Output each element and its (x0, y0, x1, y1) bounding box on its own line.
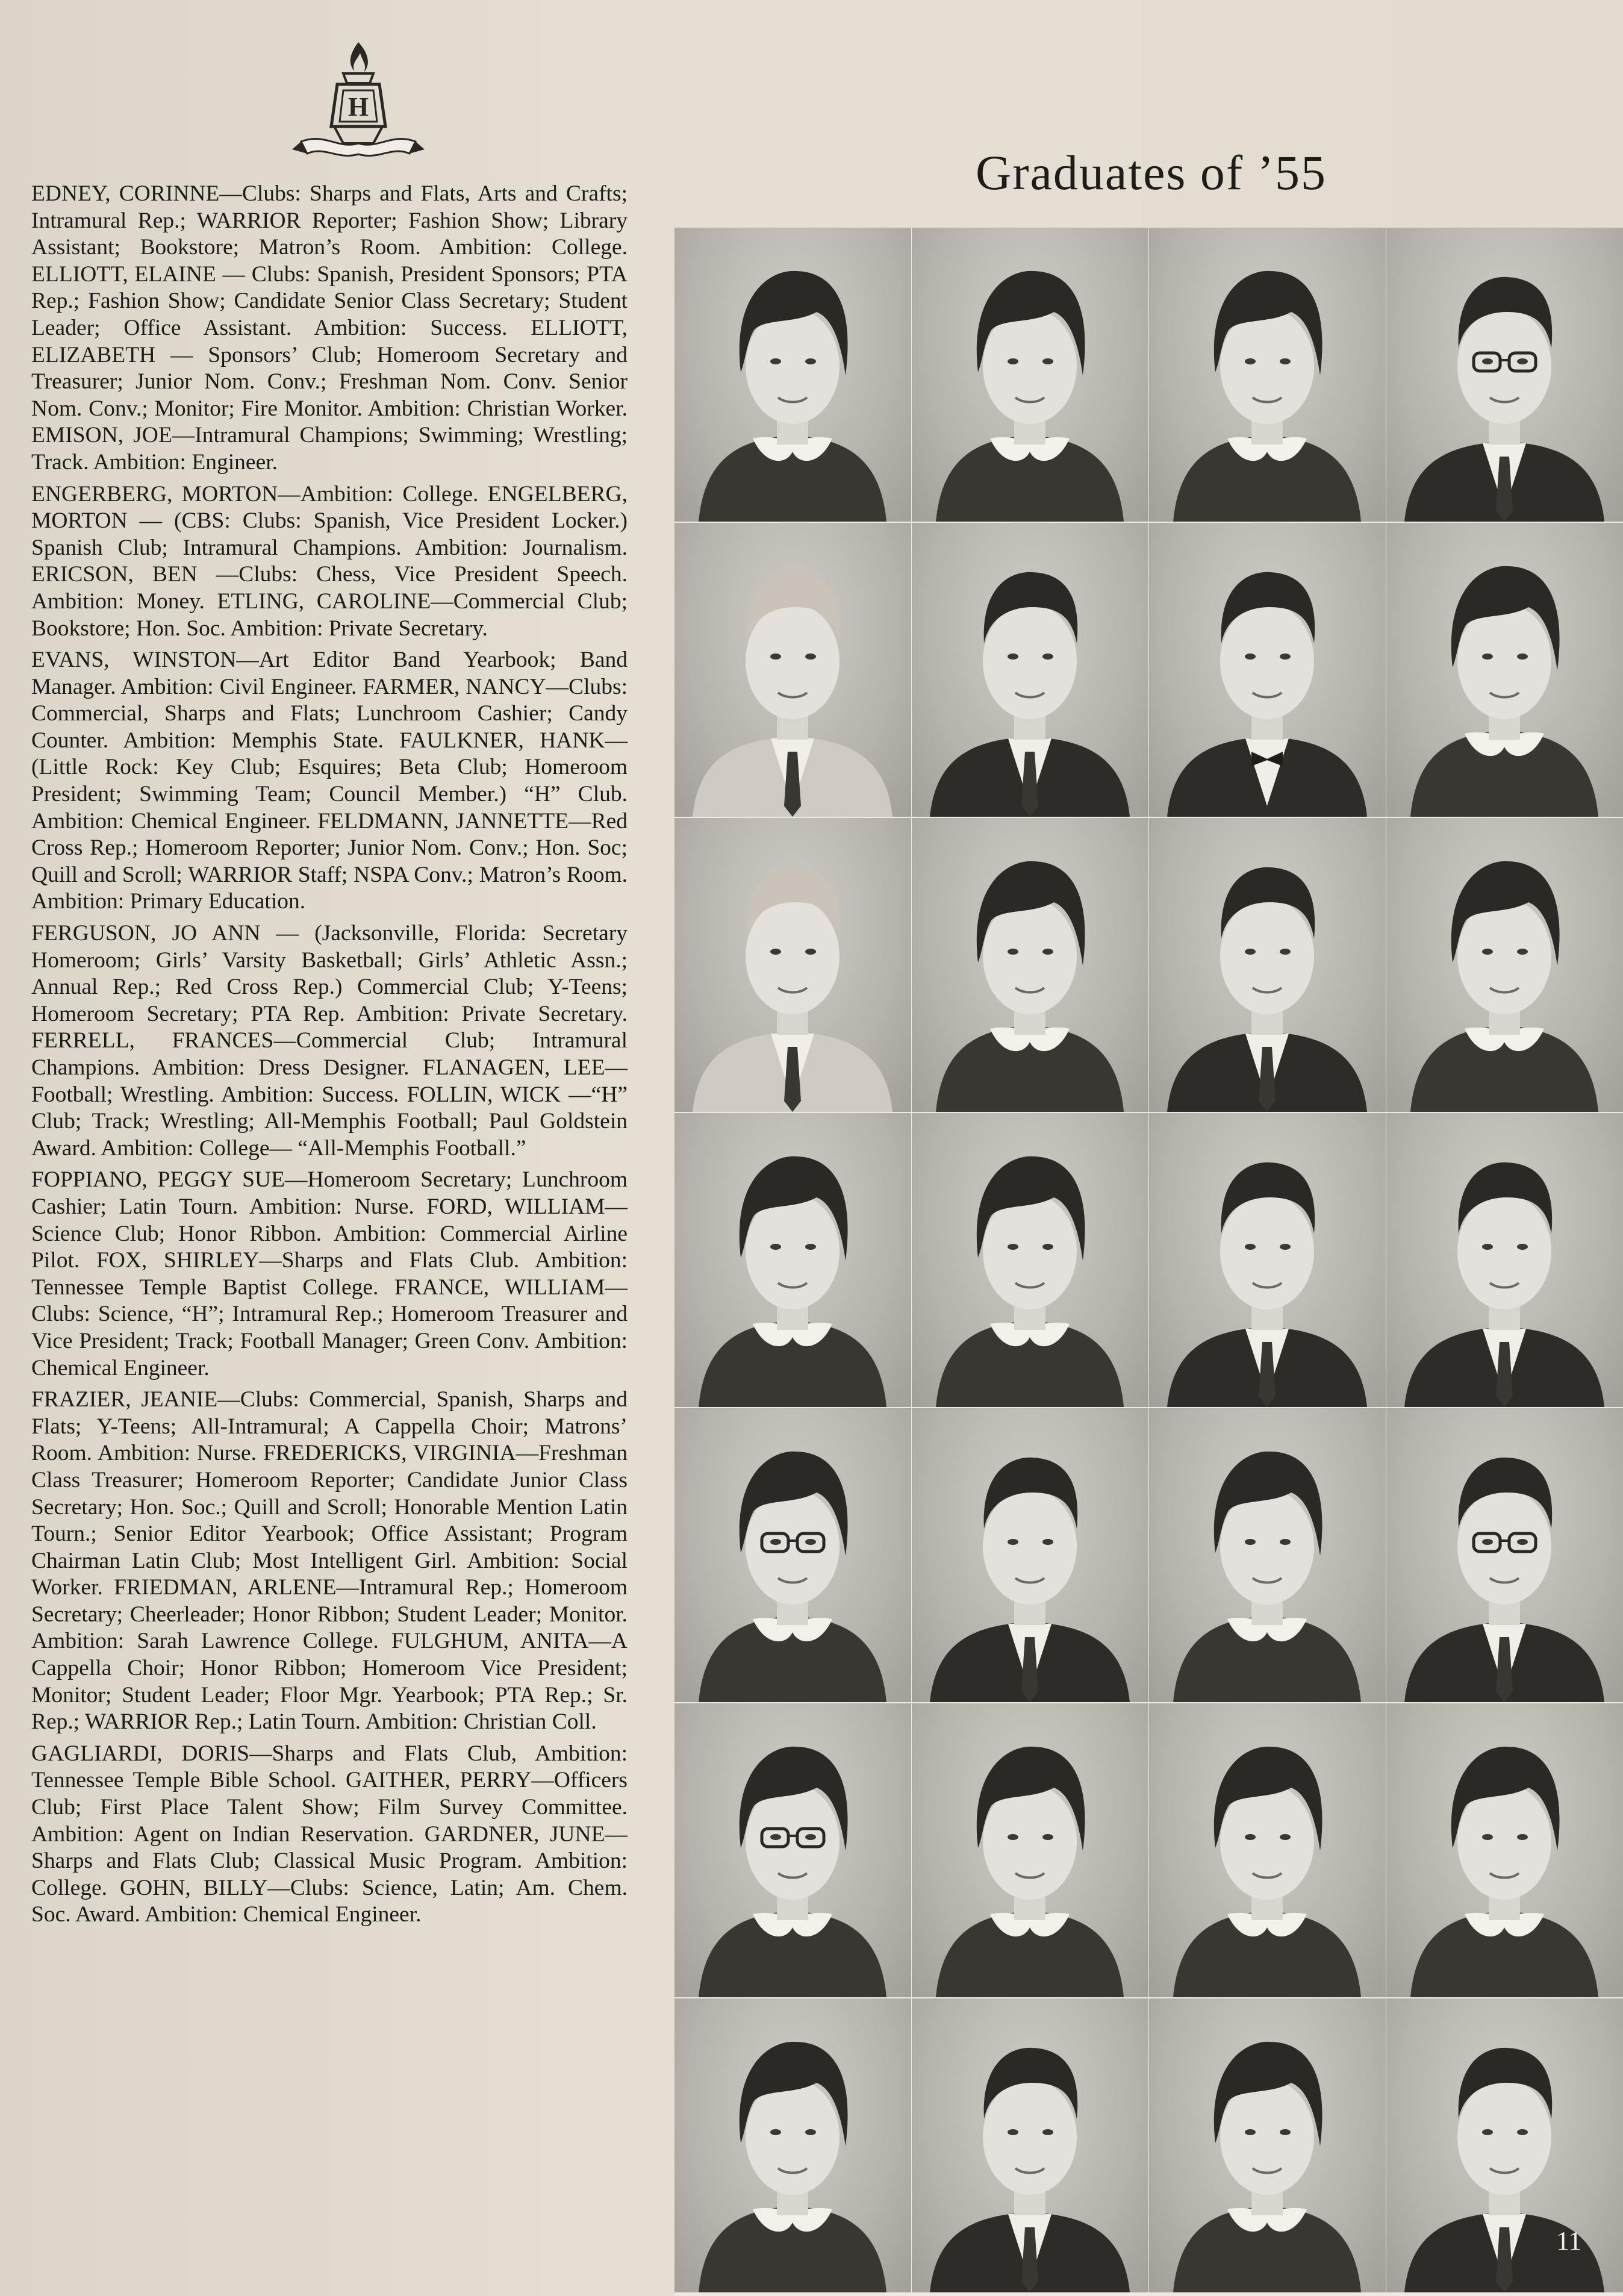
portrait-photo (1386, 1408, 1623, 1702)
portrait-photo (912, 818, 1148, 1112)
portrait-photo (912, 523, 1148, 817)
portrait-photo (674, 818, 911, 1112)
student-portrait (1386, 523, 1623, 817)
student-portrait (674, 1703, 911, 1997)
portrait-photo (1386, 523, 1623, 817)
student-portrait (912, 523, 1148, 817)
student-portrait (912, 1998, 1148, 2292)
student-portrait (674, 818, 911, 1112)
student-portrait (1386, 1113, 1623, 1407)
portrait-photo (674, 228, 911, 522)
bio-paragraph: GAGLIARDI, DORIS—Sharps and Flats Club, Ambition: Tennessee Temple Bible School. GAITHER, PERRY—Officers Club; First Place Talent Show; Film Survey Committee. Ambition: Agent on Indian Reservation. GARDNER, JUNE—Sharps and Flats Club; Classical Music Program. Ambition: College. GOHN, BILLY—Clubs: Science, Latin; Am. Chem. Soc. Award. Ambition: Chemical Engineer. (31, 1741, 628, 1927)
student-portrait (674, 1998, 911, 2292)
student-portrait (1149, 1998, 1386, 2292)
student-portrait (912, 818, 1148, 1112)
bio-paragraph: FERGUSON, JO ANN — (Jacksonville, Florida: Secretary Homeroom; Girls’ Varsity Basketball; Girls’ Athletic Assn.; Annual Rep.; Red Cross Rep.) Commercial Club; Y-Teens; Homeroom Secretary; PTA Rep. Ambition: Private Secretary. FERRELL, FRANCES—Commercial Club; Intramural Champions. Ambition: Dress Designer. FLANAGEN, LEE—Football; Wrestling. Ambition: Success. FOLLIN, WICK —“H” Club; Track; Wrestling; All-Memphis Football; Paul Goldstein Award. Ambition: College— “All-Memphis Football.” (31, 921, 628, 1161)
bio-paragraph: FRAZIER, JEANIE—Clubs: Commercial, Spanish, Sharps and Flats; Y-Teens; All-Intramural; A Cappella Choir; Matrons’ Room. Ambition: Nurse. FREDERICKS, VIRGINIA—Freshman Class Treasurer; Homeroom Reporter; Candidate Junior Class Secretary; Hon. Soc.; Quill and Scroll; Honorable Mention Latin Tourn.; Senior Editor Yearbook; Office Assistant; Program Chairman Latin Club; Most Intelligent Girl. Ambition: Social Worker. FRIEDMAN, ARLENE—Intramural Rep.; Homeroom Secretary; Cheerleader; Honor Ribbon; Student Leader; Monitor. Ambition: Sarah Lawrence College. FULGHUM, ANITA—A Cappella Choir; Honor Ribbon; Homeroom Vice President; Monitor; Student Leader; Floor Mgr. Yearbook; PTA Rep.; Sr. Rep.; WARRIOR Rep.; Latin Tourn. Ambition: Christian Coll. (31, 1387, 628, 1735)
portrait-photo (674, 1408, 911, 1702)
portrait-photo (1386, 1113, 1623, 1407)
student-portrait (912, 1703, 1148, 1997)
portrait-photo (912, 1998, 1148, 2292)
portrait-photo (912, 1113, 1148, 1407)
portrait-photo (1386, 228, 1623, 522)
student-portrait (1149, 818, 1386, 1112)
portrait-photo (1149, 1703, 1386, 1997)
student-portrait (912, 1408, 1148, 1702)
page-number: 11 (1556, 2226, 1582, 2256)
student-portrait (1386, 1998, 1623, 2292)
student-portrait (1386, 228, 1623, 522)
student-portrait (674, 228, 911, 522)
portrait-photo (912, 1408, 1148, 1702)
portrait-grid (674, 228, 1623, 2296)
student-portrait (1149, 1408, 1386, 1702)
student-portrait (1386, 1703, 1623, 1997)
portrait-photo (1149, 523, 1386, 817)
portrait-photo (912, 228, 1148, 522)
portrait-photo (1149, 1408, 1386, 1702)
page-title: Graduates of ’55 (976, 145, 1327, 200)
portrait-photo (1149, 1998, 1386, 2292)
student-portrait (1386, 1408, 1623, 1702)
student-portrait (1149, 1113, 1386, 1407)
portrait-photo (674, 523, 911, 817)
portrait-photo (1149, 818, 1386, 1112)
portrait-photo (1386, 1703, 1623, 1997)
emblem-monogram: H (347, 92, 369, 122)
portrait-photo (912, 1703, 1148, 1997)
bio-paragraph: EVANS, WINSTON—Art Editor Band Yearbook; Band Manager. Ambition: Civil Engineer. FARMER, NANCY—Clubs: Commercial, Sharps and Flats; Lunchroom Cashier; Candy Counter. Ambition: Memphis State. FAULKNER, HANK—(Little Rock: Key Club; Esquires; Beta Club; Homeroom President; Swimming Team; Council Member.) “H” Club. Ambition: Chemical Engineer. FELDMANN, JANNETTE—Red Cross Rep.; Homeroom Reporter; Junior Nom. Conv.; Hon. Soc; Quill and Scroll; WARRIOR Staff; NSPA Conv.; Matron’s Room. Ambition: Primary Education. (31, 647, 628, 914)
portrait-photo (1386, 818, 1623, 1112)
student-portrait (912, 228, 1148, 522)
student-portrait (674, 1408, 911, 1702)
bio-paragraph: ENGERBERG, MORTON—Ambition: College. ENGELBERG, MORTON — (CBS: Clubs: Spanish, Vice President Locker.) Spanish Club; Intramural Champions. Ambition: Journalism. ERICSON, BEN —Clubs: Chess, Vice President Speech. Ambition: Money. ETLING, CAROLINE—Commercial Club; Bookstore; Hon. Soc. Ambition: Private Secretary. (31, 481, 628, 641)
student-portrait (674, 523, 911, 817)
student-portrait (1386, 818, 1623, 1112)
bio-paragraph: FOPPIANO, PEGGY SUE—Homeroom Secretary; Lunchroom Cashier; Latin Tourn. Ambition: Nurse. FORD, WILLIAM—Science Club; Honor Ribbon. Ambition: Commercial Airline Pilot. FOX, SHIRLEY—Sharps and Flats Club. Ambition: Tennessee Temple Baptist College. FRANCE, WILLIAM— Clubs: Science, “H”; Intramural Rep.; Homeroom Treasurer and Vice President; Track; Football Manager; Green Conv. Ambition: Chemical Engineer. (31, 1167, 628, 1380)
portrait-photo (674, 1703, 911, 1997)
portrait-photo (674, 1998, 911, 2292)
student-portrait (1149, 523, 1386, 817)
torch-emblem-icon (289, 36, 428, 181)
portrait-photo (1386, 1998, 1623, 2292)
student-portrait (1149, 228, 1386, 522)
bio-paragraph: EDNEY, CORINNE—Clubs: Sharps and Flats, Arts and Crafts; Intramural Rep.; WARRIOR Reporter; Fashion Show; Library Assistant; Bookstore; Matron’s Room. Ambition: College. ELLIOTT, ELAINE — Clubs: Spanish, President Sponsors; PTA Rep.; Fashion Show; Candidate Senior Class Secretary; Student Leader; Office Assistant. Ambition: Success. ELLIOTT, ELIZABETH — Sponsors’ Club; Homeroom Secretary and Treasurer; Junior Nom. Conv.; Freshman Nom. Conv. Senior Nom. Conv.; Monitor; Fire Monitor. Ambition: Christian Worker. EMISON, JOE—Intramural Champions; Swimming; Wrestling; Track. Ambition: Engineer. (31, 181, 628, 475)
student-portrait (1149, 1703, 1386, 1997)
student-portrait (674, 1113, 911, 1407)
portrait-photo (674, 1113, 911, 1407)
portrait-photo (1149, 1113, 1386, 1407)
portrait-photo (1149, 228, 1386, 522)
student-bios (31, 181, 628, 1933)
student-portrait (912, 1113, 1148, 1407)
